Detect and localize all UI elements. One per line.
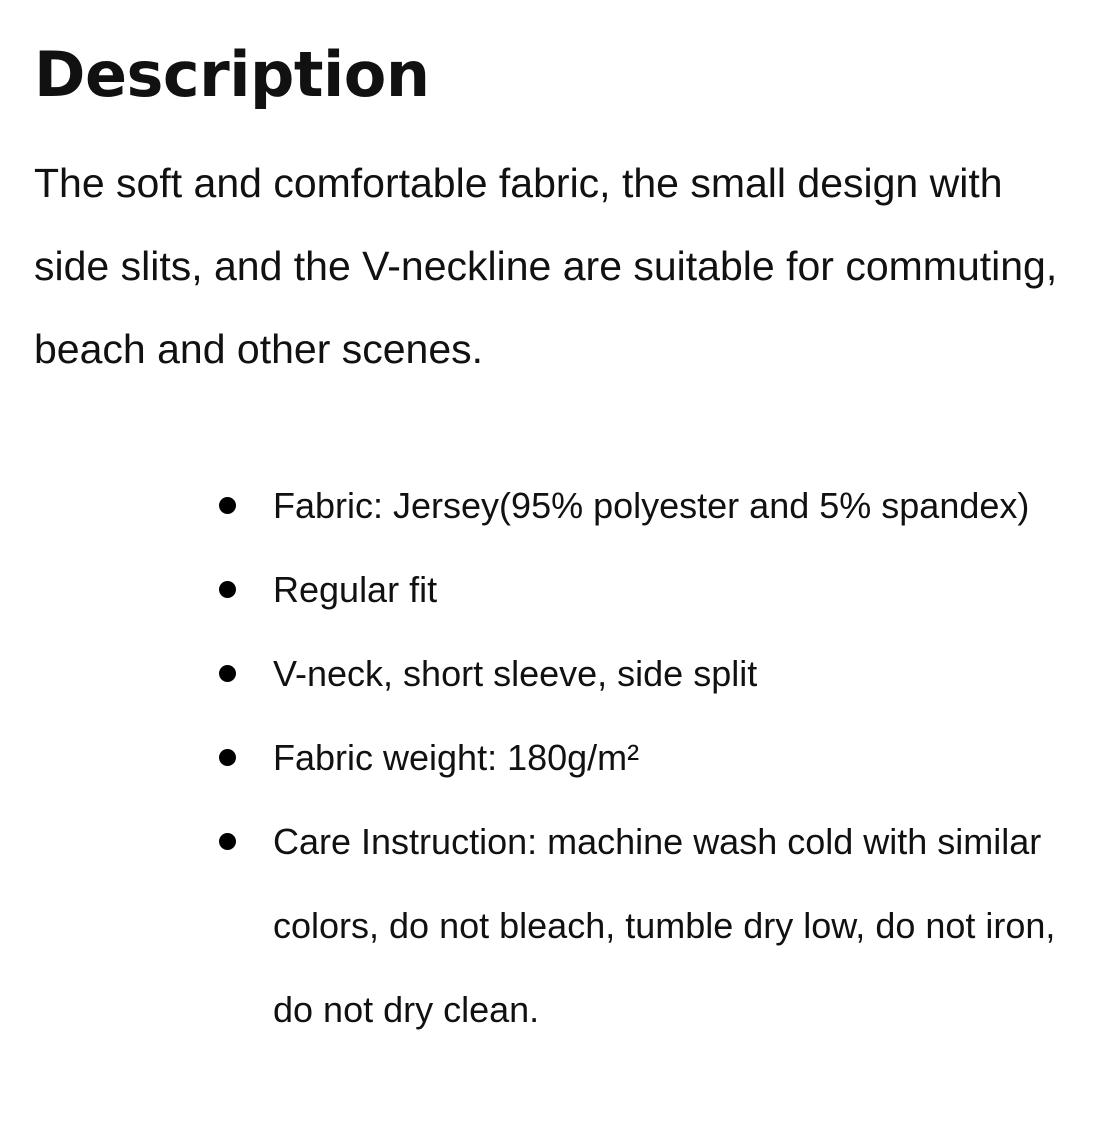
feature-item xyxy=(273,632,1079,716)
bullet-icon xyxy=(219,749,236,766)
bullet-icon xyxy=(219,581,236,598)
description-paragraph: The soft and comfortable fabric, the small design with side slits, and the V-neckline are suitable for commuting, beach and other scenes. xyxy=(34,160,1058,372)
feature-list xyxy=(34,464,1079,1052)
bullet-icon xyxy=(219,665,236,682)
feature-item xyxy=(273,548,1079,632)
feature-text: V-neck, short sleeve, side split xyxy=(273,653,758,694)
bullet-icon xyxy=(219,833,236,850)
section-heading: Description xyxy=(34,38,430,111)
feature-item xyxy=(273,800,1079,1052)
feature-text: Fabric weight: 180g/m² xyxy=(273,737,640,778)
feature-item xyxy=(273,464,1079,548)
bullet-icon xyxy=(219,497,236,514)
feature-item xyxy=(273,716,1079,800)
description-section xyxy=(34,0,1079,1052)
feature-text: Fabric: Jersey(95% polyester and 5% spandex) xyxy=(273,485,1030,526)
feature-text: Care Instruction: machine wash cold with similar colors, do not bleach, tumble dry low, do not iron, do not dry clean. xyxy=(273,821,1056,1030)
feature-text: Regular fit xyxy=(273,569,438,610)
